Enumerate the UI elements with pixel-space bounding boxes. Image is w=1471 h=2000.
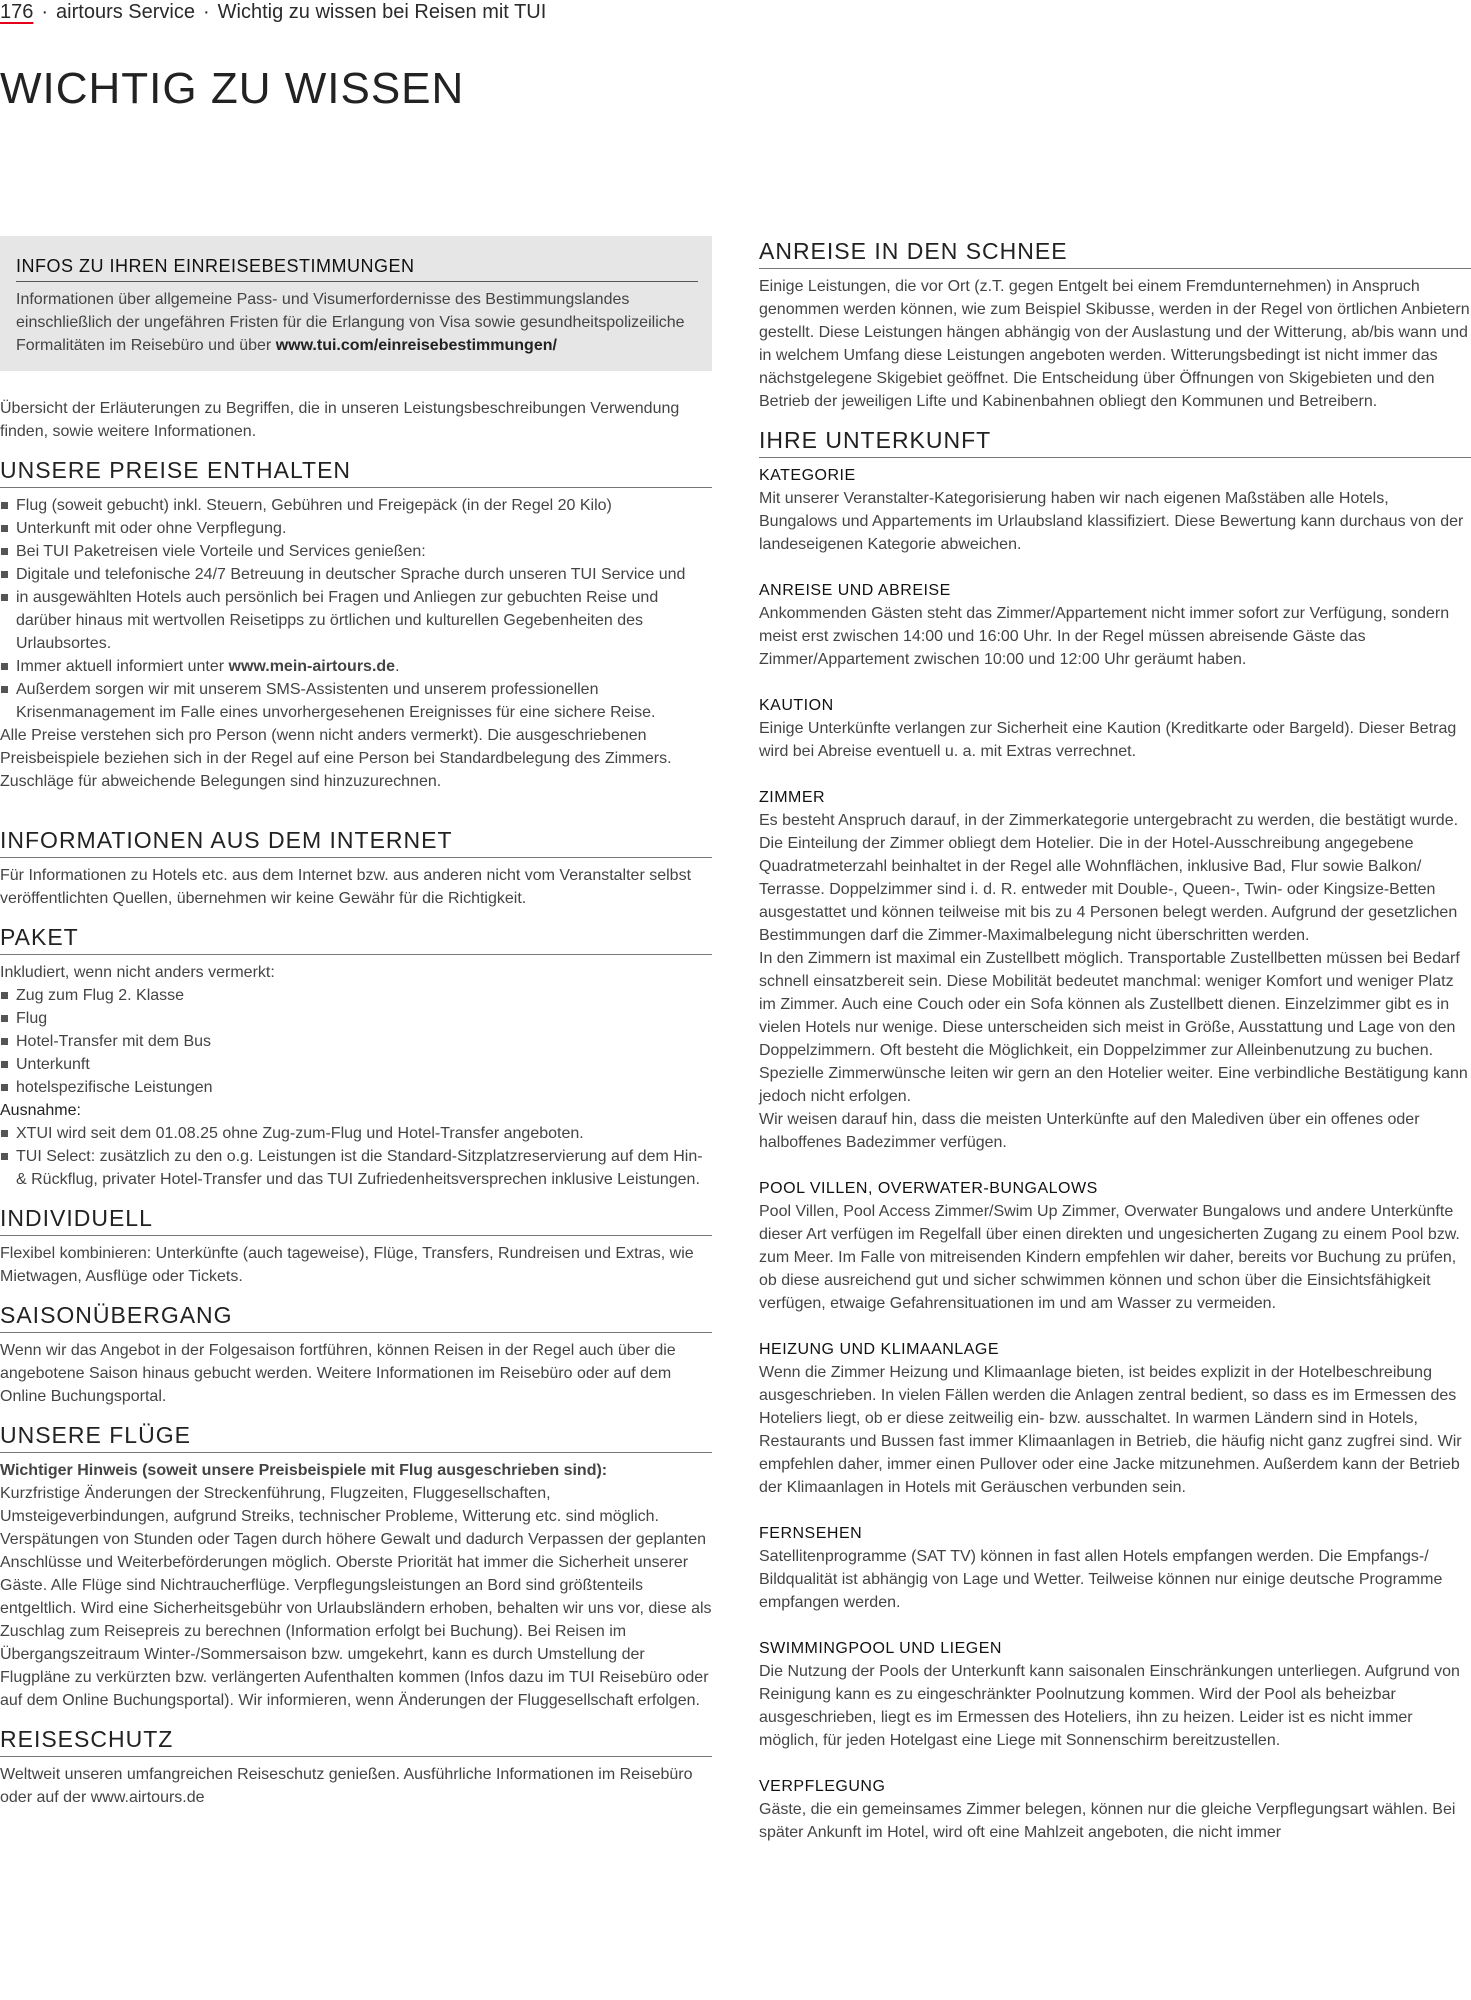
list-item: hotelspezifische Leistungen (0, 1076, 712, 1099)
mein-airtours-link[interactable]: www.mein-airtours.de (228, 658, 396, 675)
list-item: Hotel-Transfer mit dem Bus (0, 1030, 712, 1053)
square-bullet-icon (1, 686, 8, 693)
section-heading: UNSERE PREISE ENTHALTEN (0, 457, 712, 488)
sub-kaution (759, 694, 1471, 763)
section-schnee (759, 238, 1471, 413)
ausnahme-list (0, 1122, 712, 1191)
preise-note: Alle Preise verstehen sich pro Person (wenn nicht anders vermerkt). Die ausgeschriebenen Preisbeispiele beziehen sich in der Regel auf eine Person bei Standardbelegung des Zimmers. Zuschläge für abweichende Belegungen sind hinzuzurechnen. (0, 727, 672, 790)
sub-heading: FERNSEHEN (759, 1525, 863, 1542)
list-item: TUI Select: zusätzlich zu den o.g. Leistungen ist die Standard-Sitzplatzreservierung auf dem Hin- & Rückflug, privater Hotel-Transfer und das TUI Zufriedenheitsversprechen inklusive Leistungen. (0, 1145, 712, 1191)
square-bullet-icon (1, 548, 8, 555)
header-subtitle: Wichtig zu wissen bei Reisen mit TUI (217, 1, 547, 23)
sub-text: Wir weisen darauf hin, dass die meisten Unterkünfte auf den Malediven über ein offenes oder halboffenes Badezimmer verfügen. (759, 1111, 1420, 1151)
sub-heading: HEIZUNG UND KLIMAANLAGE (759, 1341, 999, 1358)
fluege-text: Kurzfristige Änderungen der Streckenführung, Flugzeiten, Fluggesellschaften, Umsteigeverbindungen, aufgrund Streiks, technischer Probleme, Witterung etc. sind möglich. Verspätungen von Stunden oder Tagen durch höhere Gewalt und dadurch Verpassen der geplanten Anschlüsse und Weiterbeförderungen möglich. Oberste Priorität hat immer die Sicherheit unserer Gäste. Alle Flüge sind Nichtraucherflüge. Verpflegungsleistungen an Bord sind größtenteils entgeltlich. Wird eine Sicherheitsgebühr von Urlaubsländern erhoben, behalten wir uns vor, diese als Zuschlag zum Reisepreis zu berechnen (Information erfolgt bei Buchung). Bei Reisen im Übergangszeitraum Winter-/Sommersaison bzw. umgekehrt, kann es durch Umstellung der Flugpläne zu verkürzten bzw. verlängerten Aufenthalten kommen (Infos dazu im TUI Reisebüro oder auf dem Online Buchungsportal). Wir informieren, wenn Änderungen der Fluggesellschaft erfolgen. (0, 1485, 712, 1709)
section-paket (0, 924, 712, 1191)
list-item: Außerdem sorgen wir mit unserem SMS-Assistenten und unserem professionellen Krisenmanagement im Falle eines unvorhergesehenen Ereignisses für eine sichere Reise. (0, 678, 712, 724)
sub-fernsehen (759, 1522, 1471, 1614)
list-item: Digitale und telefonische 24/7 Betreuung in deutscher Sprache durch unseren TUI Service und (0, 563, 712, 586)
sub-zimmer (759, 786, 1471, 1154)
section-heading: INDIVIDUELL (0, 1205, 712, 1236)
section-heading: UNSERE FLÜGE (0, 1422, 712, 1453)
square-bullet-icon (1, 1015, 8, 1022)
sub-text: Gäste, die ein gemeinsames Zimmer belegen, können nur die gleiche Verpflegungsart wählen. Bei später Ankunft im Hotel, wird oft eine Mahlzeit angeboten, die nicht immer (759, 1801, 1456, 1841)
entry-requirements-box (0, 236, 712, 371)
sub-heading: SWIMMINGPOOL UND LIEGEN (759, 1640, 1002, 1657)
square-bullet-icon (1, 525, 8, 532)
page-number: 176 (0, 1, 34, 23)
square-bullet-icon (1, 992, 8, 999)
section-saison (0, 1302, 712, 1408)
entry-requirements-link[interactable]: www.tui.com/einreisebestimmungen/ (275, 337, 557, 354)
paket-intro: Inkludiert, wenn nicht anders vermerkt: (0, 964, 275, 981)
page-header: 176 · airtours Service · Wichtig zu wissen bei Reisen mit TUI (0, 1, 547, 23)
square-bullet-icon (1, 1084, 8, 1091)
sub-text: Wenn die Zimmer Heizung und Klimaanlage bieten, ist beides explizit in der Hotelbeschreibung ausgeschrieben. In vielen Fällen werden die Anlagen zentral bedient, so dass es im Ermessen des Hoteliers liegt, ob er diese zeitweilig ein- bzw. ausschaltet. In warmen Ländern sind in Hotels, Restaurants und Bussen fast immer Klimaanlagen in Betrieb, die häufig nicht ganz zugfrei sind. Wir empfehlen daher, immer einen Pullover oder eine Jacke mitzunehmen. Außerdem kann der Betrieb der Klimaanlagen in Hotels mit Geräuschen verbunden sein. (759, 1364, 1462, 1496)
sub-heading: KATEGORIE (759, 467, 856, 484)
left-column (0, 236, 712, 1823)
internet-text: Für Informationen zu Hotels etc. aus dem Internet bzw. aus anderen nicht vom Veranstalter selbst veröffentlichten Quellen, übernehmen wir keine Gewähr für die Richtigkeit. (0, 867, 692, 907)
sub-text: Pool Villen, Pool Access Zimmer/Swim Up Zimmer, Overwater Bungalows und andere Unterkünfte dieser Art verfügen im Regelfall über einen direkten und ungesicherten Zugang zu einem Pool bzw. zum Meer. Im Falle von mitreisenden Kindern empfehlen wir daher, bereits vor Buchung zu prüfen, ob diese ausreichend gut und sicher schwimmen können und schon über die Einsichtsfähigkeit verfügen, etwaige Gefahrensituationen im und am Wasser zu vermeiden. (759, 1203, 1460, 1312)
square-bullet-icon (1, 663, 8, 670)
list-item: Bei TUI Paketreisen viele Vorteile und Services genießen: (0, 540, 712, 563)
list-item: XTUI wird seit dem 01.08.25 ohne Zug-zum-Flug und Hotel-Transfer angeboten. (0, 1122, 712, 1145)
section-heading: INFORMATIONEN AUS DEM INTERNET (0, 827, 712, 858)
list-item: Immer aktuell informiert unter www.mein-airtours.de. (0, 655, 712, 678)
section-preise (0, 457, 712, 793)
square-bullet-icon (1, 1038, 8, 1045)
list-item: Flug (0, 1007, 712, 1030)
section-fluege (0, 1422, 712, 1712)
sub-text: In den Zimmern ist maximal ein Zustellbett möglich. Transportable Zustellbetten müssen bei Bedarf schnell einsatzbereit sein. Diese Mobilität bedeutet manchmal: weniger Komfort und weniger Platz im Zimmer. Auch eine Couch oder ein Sofa können als Zustellbett dienen. Einzelzimmer gibt es in vielen Hotels nur wenige. Diese unterscheiden sich meist in Größe, Ausstattung und Lage von den Doppelzimmern. Oft besteht die Möglichkeit, ein Doppelzimmer zur Alleinbenutzung zu buchen. (759, 950, 1460, 1059)
fluege-hint: Wichtiger Hinweis (soweit unsere Preisbeispiele mit Flug ausgeschrieben sind): (0, 1462, 608, 1479)
sub-kategorie (759, 464, 1471, 556)
section-heading: ANREISE IN DEN SCHNEE (759, 238, 1471, 269)
sub-text: Einige Unterkünfte verlangen zur Sicherheit eine Kaution (Kreditkarte oder Bargeld). Dieser Betrag wird bei Abreise eventuell u. a. mit Extras verrechnet. (759, 720, 1457, 760)
square-bullet-icon (1, 502, 8, 509)
page-title: WICHTIG ZU WISSEN (0, 64, 465, 113)
sub-heizung (759, 1338, 1471, 1499)
sub-text: Die Nutzung der Pools der Unterkunft kann saisonalen Einschränkungen unterliegen. Aufgrund von Reinigung kann es zu eingeschränkter Poolnutzung kommen. Wird der Pool als beheizbar ausgeschrieben, liegt es im Ermessen des Hoteliers, ihn zu heizen. Leider ist es nicht immer möglich, für jeden Hotelgast eine Liege mit Sonnenschirm bereitzustellen. (759, 1663, 1460, 1749)
sub-text: Spezielle Zimmerwünsche leiten wir gern an den Hotelier weiter. Eine verbindliche Bestätigung kann jedoch nicht erfolgen. (759, 1065, 1468, 1105)
sub-heading: KAUTION (759, 697, 834, 714)
square-bullet-icon (1, 1153, 8, 1160)
section-reiseschutz (0, 1726, 712, 1809)
section-individuell (0, 1205, 712, 1288)
sub-heading: VERPFLEGUNG (759, 1778, 886, 1795)
sub-heading: ANREISE UND ABREISE (759, 582, 951, 599)
saison-text: Wenn wir das Angebot in der Folgesaison fortführen, können Reisen in der Regel auch über die angebotene Saison hinaus gebucht werden. Weitere Informationen im Reisebüro oder auf dem Online Buchungsportal. (0, 1342, 676, 1405)
entry-requirements-heading: INFOS ZU IHREN EINREISEBESTIMMUNGEN (16, 256, 698, 282)
square-bullet-icon (1, 1061, 8, 1068)
schnee-text: Einige Leistungen, die vor Ort (z.T. gegen Entgelt bei einem Fremdunternehmen) in Anspruch genommen werden können, wie zum Beispiel Skibusse, werden in der Regel von örtlichen Anbietern gestellt. Diese Leistungen hängen abhängig von der Auslastung und der Witterung, ab/bis wann und in welchem Umfang diese Leistungen angeboten werden. Witterungsbedingt ist nicht immer das nächstgelegene Skigebiet geöffnet. Die Entscheidung über Öffnungen von Skigebieten und den Betrieb der jeweiligen Lifte und Kabinenbahnen obliegt den Kommunen und Betreibern. (759, 278, 1470, 410)
list-item: in ausgewählten Hotels auch persönlich bei Fragen und Anliegen zur gebuchten Reise und darüber hinaus mit wertvollen Reisetipps zu örtlichen und kulturellen Gegebenheiten des Urlaubsortes. (0, 586, 712, 655)
preise-list (0, 494, 712, 724)
sub-text: Es besteht Anspruch darauf, in der Zimmerkategorie untergebracht zu werden, die bestätigt wurde. Die Einteilung der Zimmer obliegt dem Hotelier. Die in der Hotel-Ausschreibung angegebene Quadratmeterzahl beinhaltet in der Regel alle Wohnflächen, inklusive Bad, Flur sowie Balkon/ Terrasse. Doppelzimmer sind i. d. R. entweder mit Double-, Queen-, Twin- oder Kingsize-Betten ausgestattet und können teilweise mit bis zu 4 Personen belegt werden. Aufgrund der gesetzlichen Bestimmungen darf die Zimmer-Maximalbelegung nicht überschritten werden. (759, 812, 1459, 944)
square-bullet-icon (1, 571, 8, 578)
section-heading: REISESCHUTZ (0, 1726, 712, 1757)
sub-heading: POOL VILLEN, OVERWATER-BUNGALOWS (759, 1180, 1098, 1197)
section-heading: SAISONÜBERGANG (0, 1302, 712, 1333)
sub-swimmingpool (759, 1637, 1471, 1752)
reiseschutz-text: Weltweit unseren umfangreichen Reiseschutz genießen. Ausführliche Informationen im Reisebüro oder auf der www.airtours.de (0, 1766, 693, 1806)
sub-pool-villen (759, 1177, 1471, 1315)
sub-text: Satellitenprogramme (SAT TV) können in fast allen Hotels empfangen werden. Die Empfangs-/ Bildqualität ist abhängig von Lage und Wetter. Teilweise können nur einige deutsche Programme empfangen werden. (759, 1548, 1443, 1611)
section-internet (0, 827, 712, 910)
list-item: Unterkunft (0, 1053, 712, 1076)
header-section: airtours Service (56, 1, 195, 23)
entry-requirements-text: Informationen über allgemeine Pass- und Visumerfordernisse des Bestimmungslandes einschließlich der ungefähren Fristen für die Erlangung von Visa sowie gesundheitspolizeiliche Formalitäten im Reisebüro und über www.tui.com/einreisebestimmungen/ (16, 291, 685, 354)
section-heading: IHRE UNTERKUNFT (759, 427, 1471, 458)
list-item: Flug (soweit gebucht) inkl. Steuern, Gebühren und Freigepäck (in der Regel 20 Kilo) (0, 494, 712, 517)
intro-text: Übersicht der Erläuterungen zu Begriffen, die in unseren Leistungsbeschreibungen Verwendung finden, sowie weitere Informationen. (0, 400, 680, 440)
square-bullet-icon (1, 1130, 8, 1137)
square-bullet-icon (1, 594, 8, 601)
individuell-text: Flexibel kombinieren: Unterkünfte (auch tageweise), Flüge, Transfers, Rundreisen und Extras, wie Mietwagen, Ausflüge oder Tickets. (0, 1245, 694, 1285)
section-unterkunft (759, 427, 1471, 1844)
sub-heading: ZIMMER (759, 789, 826, 806)
paket-list (0, 984, 712, 1099)
list-item: Unterkunft mit oder ohne Verpflegung. (0, 517, 712, 540)
ausnahme-label: Ausnahme: (0, 1102, 81, 1119)
sub-text: Mit unserer Veranstalter-Kategorisierung haben wir nach eigenen Maßstäben alle Hotels, Bungalows und Appartements im Urlaubsland klassifiziert. Diese Bewertung kann durchaus von der landeseigenen Kategorie abweichen. (759, 490, 1464, 553)
sub-text: Ankommenden Gästen steht das Zimmer/Appartement nicht immer sofort zur Verfügung, sondern meist erst zwischen 14:00 und 16:00 Uhr. In der Regel müssen abreisende Gäste das Zimmer/Appartement zwischen 10:00 und 12:00 Uhr geräumt haben. (759, 605, 1450, 668)
section-heading: PAKET (0, 924, 712, 955)
sub-verpflegung (759, 1775, 1471, 1844)
sub-anreise-abreise (759, 579, 1471, 671)
list-item: Zug zum Flug 2. Klasse (0, 984, 712, 1007)
right-column (759, 238, 1471, 1858)
